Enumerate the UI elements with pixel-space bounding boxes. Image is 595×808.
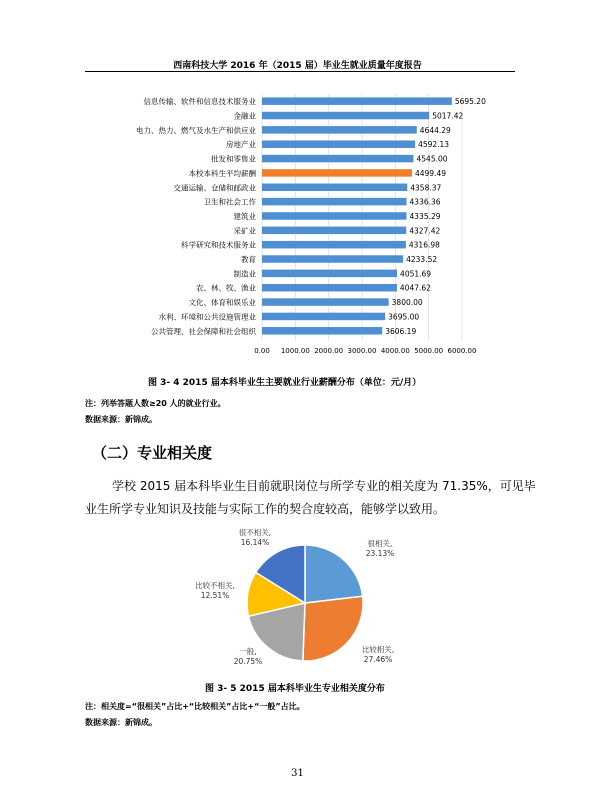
figure1-caption: 图 3- 4 2015 届本科毕业生主要就业行业薪酬分布（单位：元/月） <box>148 378 422 388</box>
bar <box>262 255 403 263</box>
value-label: 4336.36 <box>409 197 441 207</box>
bar <box>262 313 385 321</box>
category-label: 采矿业 <box>233 226 256 236</box>
category-label: 水利、环境和公共设施管理业 <box>158 312 256 322</box>
bar <box>262 140 415 148</box>
slice-percent: 12.51% <box>200 591 230 600</box>
category-label: 交通运输、仓储和邮政业 <box>173 183 256 193</box>
bar <box>262 227 406 235</box>
value-label: 4051.69 <box>400 269 432 279</box>
value-label: 4592.13 <box>418 140 450 150</box>
x-tick-label: 1000.00 <box>280 346 310 355</box>
category-label: 农、林、牧、渔业 <box>196 283 256 293</box>
bar <box>262 97 452 105</box>
paragraph-line-2: 业生所学专业知识及技能与实际工作的契合度较高，能够学以致用。 <box>85 502 446 516</box>
bar <box>262 284 397 292</box>
value-label: 5695.20 <box>454 97 486 107</box>
category-label: 科学研究和技术服务业 <box>181 240 256 250</box>
value-label: 4644.29 <box>419 125 451 135</box>
x-tick-label: 3000.00 <box>347 346 377 355</box>
bar <box>262 198 407 206</box>
industry-salary-bar-chart <box>0 90 595 360</box>
slice-label: 很相关, <box>367 539 393 548</box>
category-label: 文化、体育和娱乐业 <box>188 298 256 308</box>
slice-percent: 23.13% <box>365 549 395 558</box>
slice-label: 比较相关, <box>361 645 395 654</box>
slice-percent: 20.75% <box>233 657 263 666</box>
category-label: 信息传输、软件和信息技术服务业 <box>143 97 256 107</box>
x-tick-label: 6000.00 <box>447 346 477 355</box>
category-label: 公共管理、社会保障和社会组织 <box>151 326 256 336</box>
value-label: 4499.49 <box>414 168 446 178</box>
bar <box>262 327 382 335</box>
figure2-note: 注：相关度=“很相关”占比+“比较相关”占比+“一般”占比。 <box>85 702 305 711</box>
value-label: 5017.42 <box>432 111 464 121</box>
pie-slice <box>305 545 363 603</box>
bar <box>262 270 397 278</box>
value-label: 4047.62 <box>399 283 431 293</box>
value-label: 4335.29 <box>409 211 441 221</box>
figure1-source: 数据来源：新锦成。 <box>85 415 157 424</box>
category-label: 建筑业 <box>233 211 256 221</box>
value-label: 3800.00 <box>391 298 423 308</box>
page-number: 31 <box>291 768 304 779</box>
figure1-note: 注：列举答题人数≥20 人的就业行业。 <box>85 399 226 408</box>
section-title: （二）专业相关度 <box>92 444 213 462</box>
page-header: 西南科技大学 2016 年（2015 届）毕业生就业质量年度报告 <box>173 61 422 71</box>
bar <box>262 212 407 220</box>
category-label: 卫生和社会工作 <box>203 197 256 207</box>
bar <box>262 155 414 163</box>
value-label: 4327.42 <box>409 226 441 236</box>
category-label: 金融业 <box>233 111 256 121</box>
figure2-source: 数据来源：新锦成。 <box>85 718 157 727</box>
paragraph-line-1: 学校 2015 届本科毕业生目前就职岗位与所学专业的相关度为 71.35%，可见毕 <box>112 479 536 493</box>
slice-label: 一般, <box>239 647 257 656</box>
bar <box>262 241 406 249</box>
bar <box>262 126 417 134</box>
bar <box>262 112 429 120</box>
value-label: 3606.19 <box>385 326 417 336</box>
category-label: 房地产业 <box>226 140 256 150</box>
category-label: 批发和零售业 <box>211 154 256 164</box>
value-label: 4316.98 <box>408 240 440 250</box>
x-tick-label: 4000.00 <box>380 346 410 355</box>
slice-label: 比较不相关, <box>195 581 235 590</box>
x-tick-label: 5000.00 <box>414 346 444 355</box>
bar <box>262 298 389 306</box>
figure2-caption: 图 3- 5 2015 届本科毕业生专业相关度分布 <box>205 684 385 694</box>
major-relevance-pie-chart <box>180 520 430 675</box>
value-label: 4358.37 <box>410 183 442 193</box>
x-tick-label: 2000.00 <box>314 346 344 355</box>
x-tick-label: 0.00 <box>254 346 270 355</box>
value-label: 4233.52 <box>406 255 438 265</box>
value-label: 4545.00 <box>416 154 448 164</box>
header-rule <box>85 71 515 72</box>
category-label: 制造业 <box>233 269 256 279</box>
category-label: 教育 <box>241 255 256 265</box>
bar <box>262 184 407 192</box>
category-label: 电力、热力、燃气及水生产和供应业 <box>136 125 256 135</box>
slice-percent: 27.46% <box>363 655 393 664</box>
slice-label: 很不相关, <box>238 528 272 537</box>
value-label: 3695.00 <box>388 312 420 322</box>
pie-slice <box>303 596 363 661</box>
slice-percent: 16.14% <box>240 538 270 547</box>
category-label: 本校本科生平均薪酬 <box>188 168 256 178</box>
bar <box>262 169 412 177</box>
